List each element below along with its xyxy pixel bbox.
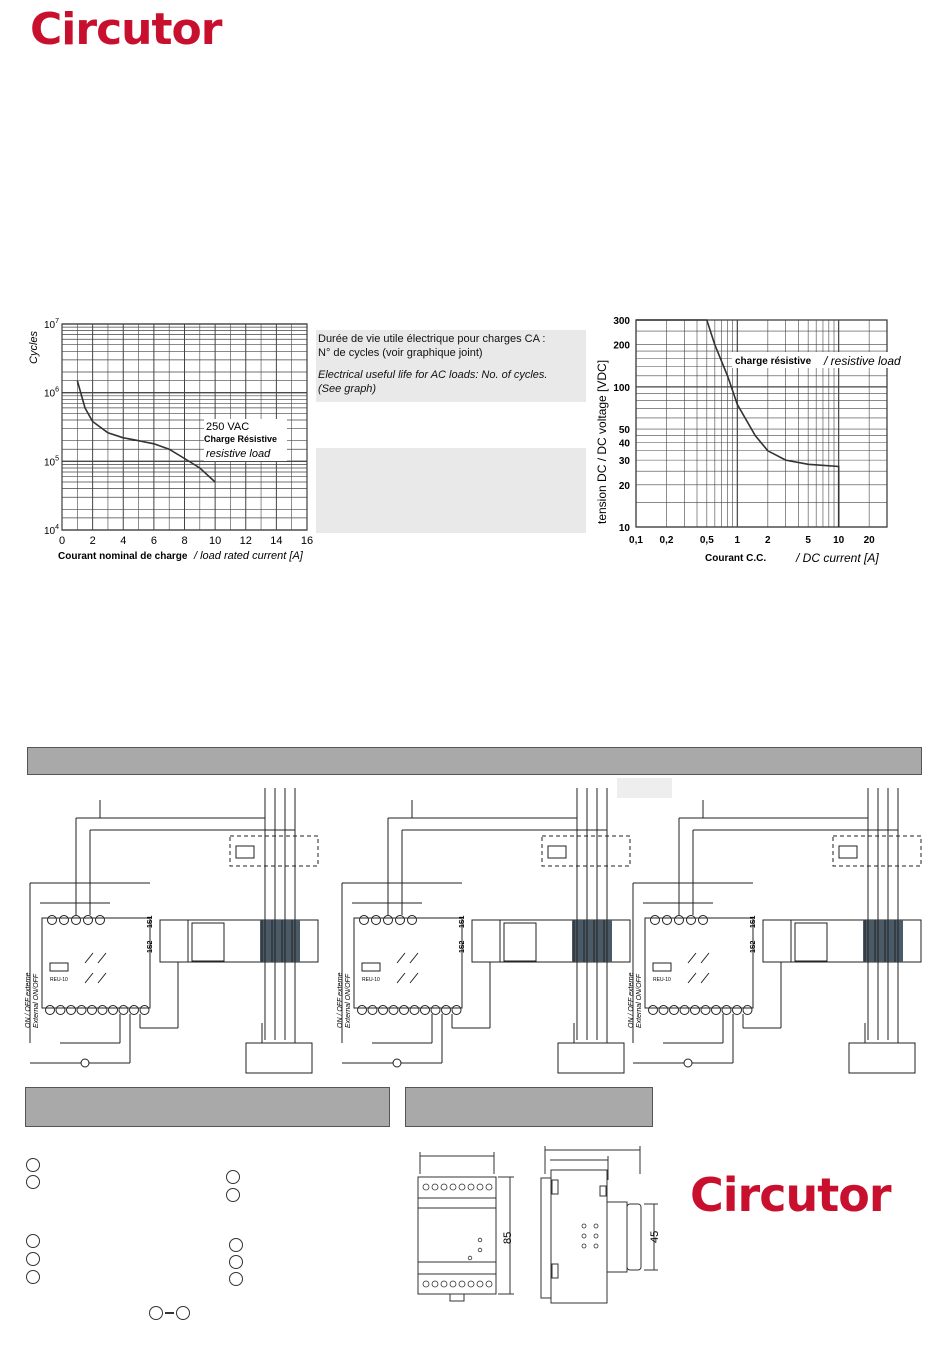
contactor-box: [542, 836, 630, 866]
dc-y-tick: 40: [618, 438, 630, 450]
contactor-coil: [236, 846, 254, 858]
terminal: [649, 1006, 658, 1015]
terminal: [389, 1006, 398, 1015]
life-x-tick: 6: [150, 535, 157, 547]
terminal-1s1: 1S1: [147, 915, 154, 928]
terminal: [659, 1006, 668, 1015]
external-onoff-label-fr: ON / OFF externe: [337, 972, 344, 1028]
life-y-tick: $10^6$: [44, 386, 60, 400]
life-x-tick: 14: [270, 535, 283, 547]
dc-x-tick: 0,1: [629, 535, 643, 546]
terminal: [396, 916, 405, 925]
dc-y-tick: 30: [618, 456, 630, 468]
terminal: [48, 916, 57, 925]
terminal: [421, 1006, 430, 1015]
terminal-legend: [20, 1155, 280, 1325]
terminal: [680, 1006, 689, 1015]
dc-x-tick: 0,5: [699, 535, 714, 546]
note-fr-2: N° de cycles (voir graphique joint): [318, 347, 483, 359]
terminal: [691, 1006, 700, 1015]
life-series-label-3: resistive load: [206, 448, 271, 460]
section-bar-dimensions: [405, 1087, 653, 1127]
life-x-label-en: / load rated current [A]: [194, 550, 303, 562]
terminal: [651, 916, 660, 925]
dc-x-tick: 1: [734, 535, 741, 546]
brand-logo: Circutor: [30, 4, 222, 55]
dc-y-tick: 10: [618, 523, 630, 534]
terminal: [109, 1006, 118, 1015]
contactor-box: [833, 836, 921, 866]
module-label: REU-10: [50, 977, 68, 983]
terminal: [360, 916, 369, 925]
note-en-2: (See graph): [318, 383, 377, 395]
terminal-1s1: 1S1: [750, 915, 757, 928]
life-chart-y-ticks: [44, 318, 59, 537]
terminal: [722, 1006, 731, 1015]
terminal-1s2: 1S2: [459, 940, 466, 953]
life-x-label-fr: Courant nominal de charge: [58, 551, 188, 562]
dc-y-tick: 50: [618, 425, 630, 437]
dc-x-tick: 20: [863, 535, 875, 546]
terminal-1s1: 1S1: [459, 915, 466, 928]
contactor-box: [230, 836, 318, 866]
note-en-1: Electrical useful life for AC loads: No. of cycles.: [318, 369, 548, 381]
dc-x-tick: 10: [833, 535, 845, 546]
dc-x-label-en: / DC current [A]: [796, 551, 879, 565]
terminal: [452, 1006, 461, 1015]
terminal: [372, 916, 381, 925]
section-bar-terminals: [25, 1087, 390, 1127]
terminal: [140, 1006, 149, 1015]
life-series-label-2: Charge Résistive: [204, 434, 278, 444]
module-label: REU-10: [362, 977, 380, 983]
blank-note-box: [316, 448, 586, 533]
dc-curve-label-en: / resistive load: [824, 354, 901, 368]
dimension-height: 85: [502, 1231, 514, 1244]
terminal: [699, 916, 708, 925]
life-x-tick: 10: [209, 535, 222, 547]
terminal: [687, 916, 696, 925]
wiring-diagram-2: [337, 788, 630, 1073]
dc-x-tick: 0,2: [659, 535, 674, 546]
terminal: [84, 916, 93, 925]
life-chart-y-label: Cycles: [28, 330, 40, 364]
life-chart: [22, 312, 322, 574]
load-box: [558, 1043, 624, 1073]
contactor-coil: [548, 846, 566, 858]
terminal: [46, 1006, 55, 1015]
section-bar-wiring: [27, 747, 922, 775]
terminal: [379, 1006, 388, 1015]
external-onoff-label-en: External ON/OFF: [345, 973, 352, 1028]
terminal: [733, 1006, 742, 1015]
dc-chart: [592, 312, 912, 574]
terminal: [96, 916, 105, 925]
dimension-drawings: [410, 1140, 670, 1340]
external-onoff-label-en: External ON/OFF: [33, 973, 40, 1028]
life-x-tick: 4: [120, 535, 127, 547]
terminal: [56, 1006, 65, 1015]
dc-chart-grid: [636, 320, 887, 527]
wiring-diagram-3: [628, 788, 921, 1073]
terminal-1s2: 1S2: [750, 940, 757, 953]
terminal: [130, 1006, 139, 1015]
dc-y-tick: 300: [613, 316, 630, 327]
life-y-tick: $10^7$: [44, 318, 60, 331]
brand-logo-footer: Circutor: [690, 1168, 891, 1222]
external-onoff-label-fr: ON / OFF externe: [628, 972, 635, 1028]
dimension-depth: 45: [649, 1230, 661, 1243]
external-onoff-label-fr: ON / OFF externe: [25, 972, 32, 1028]
life-chart-x-ticks: [59, 535, 313, 547]
terminal: [400, 1006, 409, 1015]
terminal: [384, 916, 393, 925]
terminal-1s2: 1S2: [147, 940, 154, 953]
life-x-tick: 12: [239, 535, 252, 547]
external-onoff-label-en: External ON/OFF: [636, 973, 643, 1028]
dc-chart-y-label: tension DC / DC voltage [VDC]: [595, 359, 609, 524]
terminal: [743, 1006, 752, 1015]
dc-curve-label-fr: charge résistive: [735, 356, 812, 367]
note-fr-1: Durée de vie utile électrique pour charges CA :: [318, 333, 546, 345]
terminal: [408, 916, 417, 925]
life-x-tick: 16: [300, 535, 314, 547]
terminal: [410, 1006, 419, 1015]
contactor-coil: [839, 846, 857, 858]
dc-chart-y-ticks: [613, 316, 630, 534]
terminal: [119, 1006, 128, 1015]
life-y-tick: $10^5$: [44, 455, 60, 469]
terminal: [712, 1006, 721, 1015]
life-x-tick: 2: [89, 535, 96, 547]
terminal: [77, 1006, 86, 1015]
terminal: [701, 1006, 710, 1015]
dc-y-tick: 100: [613, 382, 630, 394]
life-x-tick: 0: [58, 535, 66, 547]
terminal: [67, 1006, 76, 1015]
wiring-diagrams: [0, 778, 950, 1083]
load-box: [246, 1043, 312, 1073]
life-x-tick: 8: [181, 535, 188, 547]
terminal: [60, 916, 69, 925]
module-label: REU-10: [653, 977, 671, 983]
ac-life-note: [316, 330, 586, 402]
wiring-diagram-1: [25, 788, 318, 1073]
load-box: [849, 1043, 915, 1073]
dc-y-tick: 200: [613, 340, 630, 352]
lamp-icon: [684, 1059, 692, 1067]
terminal: [663, 916, 672, 925]
life-y-tick: $10^4$: [44, 524, 60, 537]
dc-x-tick: 5: [805, 535, 811, 546]
dc-chart-x-ticks: [629, 535, 875, 546]
terminal: [431, 1006, 440, 1015]
dc-x-label-fr: Courant C.C.: [705, 553, 767, 564]
terminal: [88, 1006, 97, 1015]
dc-x-tick: 2: [765, 535, 771, 546]
lamp-icon: [393, 1059, 401, 1067]
life-series-label-1: 250 VAC: [206, 421, 250, 433]
terminal: [358, 1006, 367, 1015]
terminal: [675, 916, 684, 925]
terminal: [98, 1006, 107, 1015]
lamp-icon: [81, 1059, 89, 1067]
dc-y-tick: 20: [618, 480, 630, 492]
terminal: [442, 1006, 451, 1015]
terminal: [72, 916, 81, 925]
terminal: [670, 1006, 679, 1015]
terminal: [368, 1006, 377, 1015]
